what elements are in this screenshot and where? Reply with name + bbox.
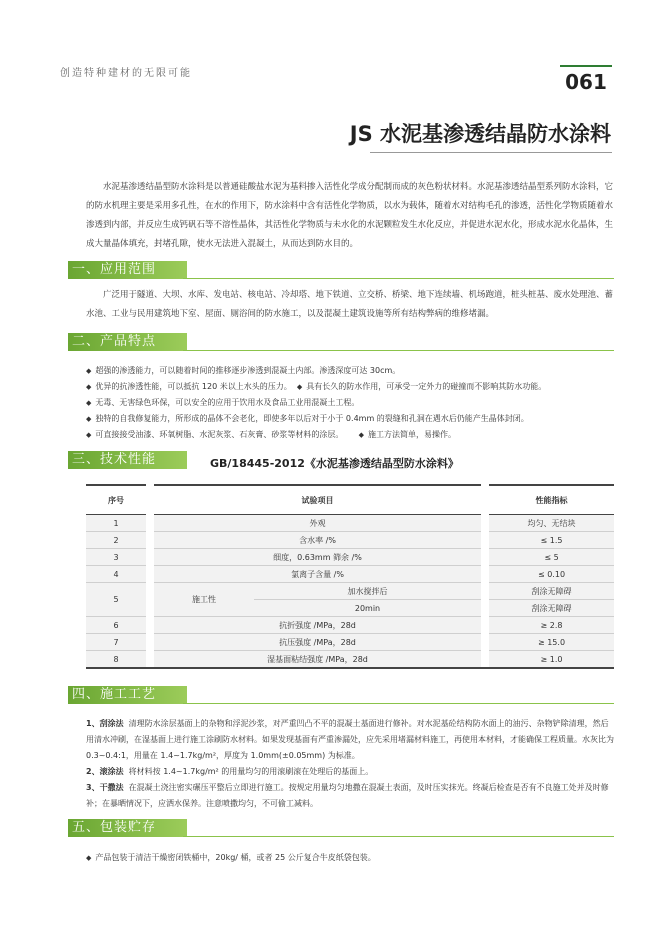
section-label: 三、技术性能 <box>68 451 187 469</box>
bullet-icon: ◆ <box>86 399 92 407</box>
page-title: JS 水泥基渗透结晶防水涂料 <box>349 122 611 146</box>
table-row: 5 施工性 加水搅拌后 刮涂无障碍 <box>86 583 614 600</box>
application-paragraph: 广泛用于隧道、大坝、水库、发电站、核电站、冷却塔、地下铁道、立交桥、桥梁、地下连续墙、机场跑道，桩头桩基、废水处理池、蓄水池、工业与民用建筑地下室、屋面、厕浴间的防水施工，以及混凝土建筑设施等所有结构弊病的维修堵漏。 <box>86 290 614 319</box>
section-rule <box>183 278 614 279</box>
packaging-text: ◆ 产品包装于清洁干燥密闭铁桶中，20kg/ 桶，或者 25 公斤复合牛皮纸袋包装。 <box>86 853 376 862</box>
table-row: 6 抗折强度 /MPa，28d ≥ 2.8 <box>86 617 614 634</box>
standard-title: GB/18445-2012《水泥基渗透结晶型防水涂料》 <box>210 457 459 470</box>
section-rule <box>183 836 614 837</box>
col-header-item: 试验项目 <box>154 485 481 515</box>
construction-steps <box>86 716 614 812</box>
table-row: 20min 刮涂无障碍 <box>86 600 614 617</box>
section-label: 二、产品特点 <box>68 333 187 351</box>
table-row: 2 含水率 /% ≤ 1.5 <box>86 532 614 549</box>
bullet-icon: ◆ <box>86 367 92 375</box>
table-row: 1 外观 均匀、无结块 <box>86 515 614 532</box>
page-number: 061 <box>565 70 607 94</box>
step-label: 1、刮涂法 <box>86 719 124 728</box>
bullet-icon: ◆ <box>86 854 92 862</box>
step-label: 2、滚涂法 <box>86 767 124 776</box>
list-item: ◆ 可直接接受油漆、环氧树脂、水泥灰浆、石灰膏、砂浆等材料的涂层。 ◆ 施工方法简单，易操作。 <box>86 430 457 439</box>
bullet-icon: ◆ <box>86 383 92 391</box>
list-item: ◆ 无毒、无害绿色环保，可以安全的应用于饮用水及食品工业用混凝土工程。 <box>86 398 360 407</box>
intro-paragraph: 水泥基渗透结晶型防水涂料是以普通硅酸盐水泥为基料掺入活性化学成分配制而成的灰色粉状材料。水泥基渗透结晶型系列防水涂料，它的防水机理主要是采用多孔性，在水的作用下，防水涂料中含有活性化学物质，以水为载体，随着水对结构毛孔的渗透，活性化学物质随着水渗透到内部，并反应生成钙矾石等不溶性晶体，其活性化学物质与未水化的水泥颗粒发生水化反应，并促进水泥水化，形成水泥水化晶体，生成大量晶体填充，封堵孔隙，使水无法进入混凝土，从而达到防水目的。 <box>86 182 614 249</box>
bullet-icon: ◆ <box>296 383 303 391</box>
col-header-no: 序号 <box>86 485 146 515</box>
section-label: 一、应用范围 <box>68 261 187 279</box>
bullet-icon: ◆ <box>86 431 92 439</box>
bullet-icon: ◆ <box>358 431 365 439</box>
list-item: ◆ 优异的抗渗透性能，可以抵抗 120 米以上水头的压力。 ◆ 具有长久的防水作用，可承受一定外力的碰撞而不影响其防水功能。 <box>86 382 547 391</box>
step-item: 3、干撒法 在混凝土浇注密实碾压平整后立即进行施工。按规定用量均匀地撒在混凝土表面，及时压实抹光。终凝后检查是否有不良施工处并及时修补；在暴晒情况下，应洒水保养。注意喷撒均匀，不可偷工减料。 <box>86 783 609 808</box>
table-row: 8 湿基面粘结强度 /MPa，28d ≥ 1.0 <box>86 651 614 669</box>
tagline: 创造特种建材的无限可能 <box>60 68 192 79</box>
feature-list <box>86 363 546 443</box>
title-rule <box>370 152 612 153</box>
section-rule <box>183 703 614 704</box>
step-item: 1、刮涂法 清理防水涂层基面上的杂物和浮泥沙浆，对严重凹凸不平的混凝土基面进行修补。对水泥基砼结构防水面上的油污、杂物铲除清理，然后用清水冲刷，在湿基面上进行施工涂刷防水材料。如果发现基面有严重渗漏处，应先采用堵漏材料施工，再使用本材料，才能确保工程质量。水灰比为 0.3~0.4:1，用量在 1.4~1.7kg/m²，厚度为 1.0mm(±0.05mm) 为标准。 <box>86 719 614 760</box>
section-label: 四、施工工艺 <box>68 686 187 704</box>
list-item: ◆ 超强的渗透能力，可以随着时间的推移逐步渗透到混凝土内部。渗透深度可达 30cm。 <box>86 366 401 375</box>
table-row: 7 抗压强度 /MPa，28d ≥ 15.0 <box>86 634 614 651</box>
bullet-icon: ◆ <box>86 415 92 423</box>
step-label: 3、干撒法 <box>86 783 124 792</box>
col-header-spec: 性能指标 <box>489 485 614 515</box>
page-number-rule <box>560 65 612 67</box>
table-header-row <box>86 485 614 515</box>
table-row: 4 氯离子含量 /% ≤ 0.10 <box>86 566 614 583</box>
list-item: ◆ 独特的自我修复能力，所形成的晶体不会老化，即使多年以后对于小于 0.4mm 的裂缝和孔洞在遇水后仍能产生晶体封闭。 <box>86 414 529 423</box>
step-item: 2、滚涂法 将材料按 1.4~1.7kg/m² 的用量均匀的用滚刷滚在处理后的基面上。 <box>86 767 374 776</box>
section-rule <box>183 350 614 351</box>
section-label: 五、包装贮存 <box>68 819 187 837</box>
spec-table <box>86 484 614 669</box>
table-row: 3 细度，0.63mm 筛余 /% ≤ 5 <box>86 549 614 566</box>
